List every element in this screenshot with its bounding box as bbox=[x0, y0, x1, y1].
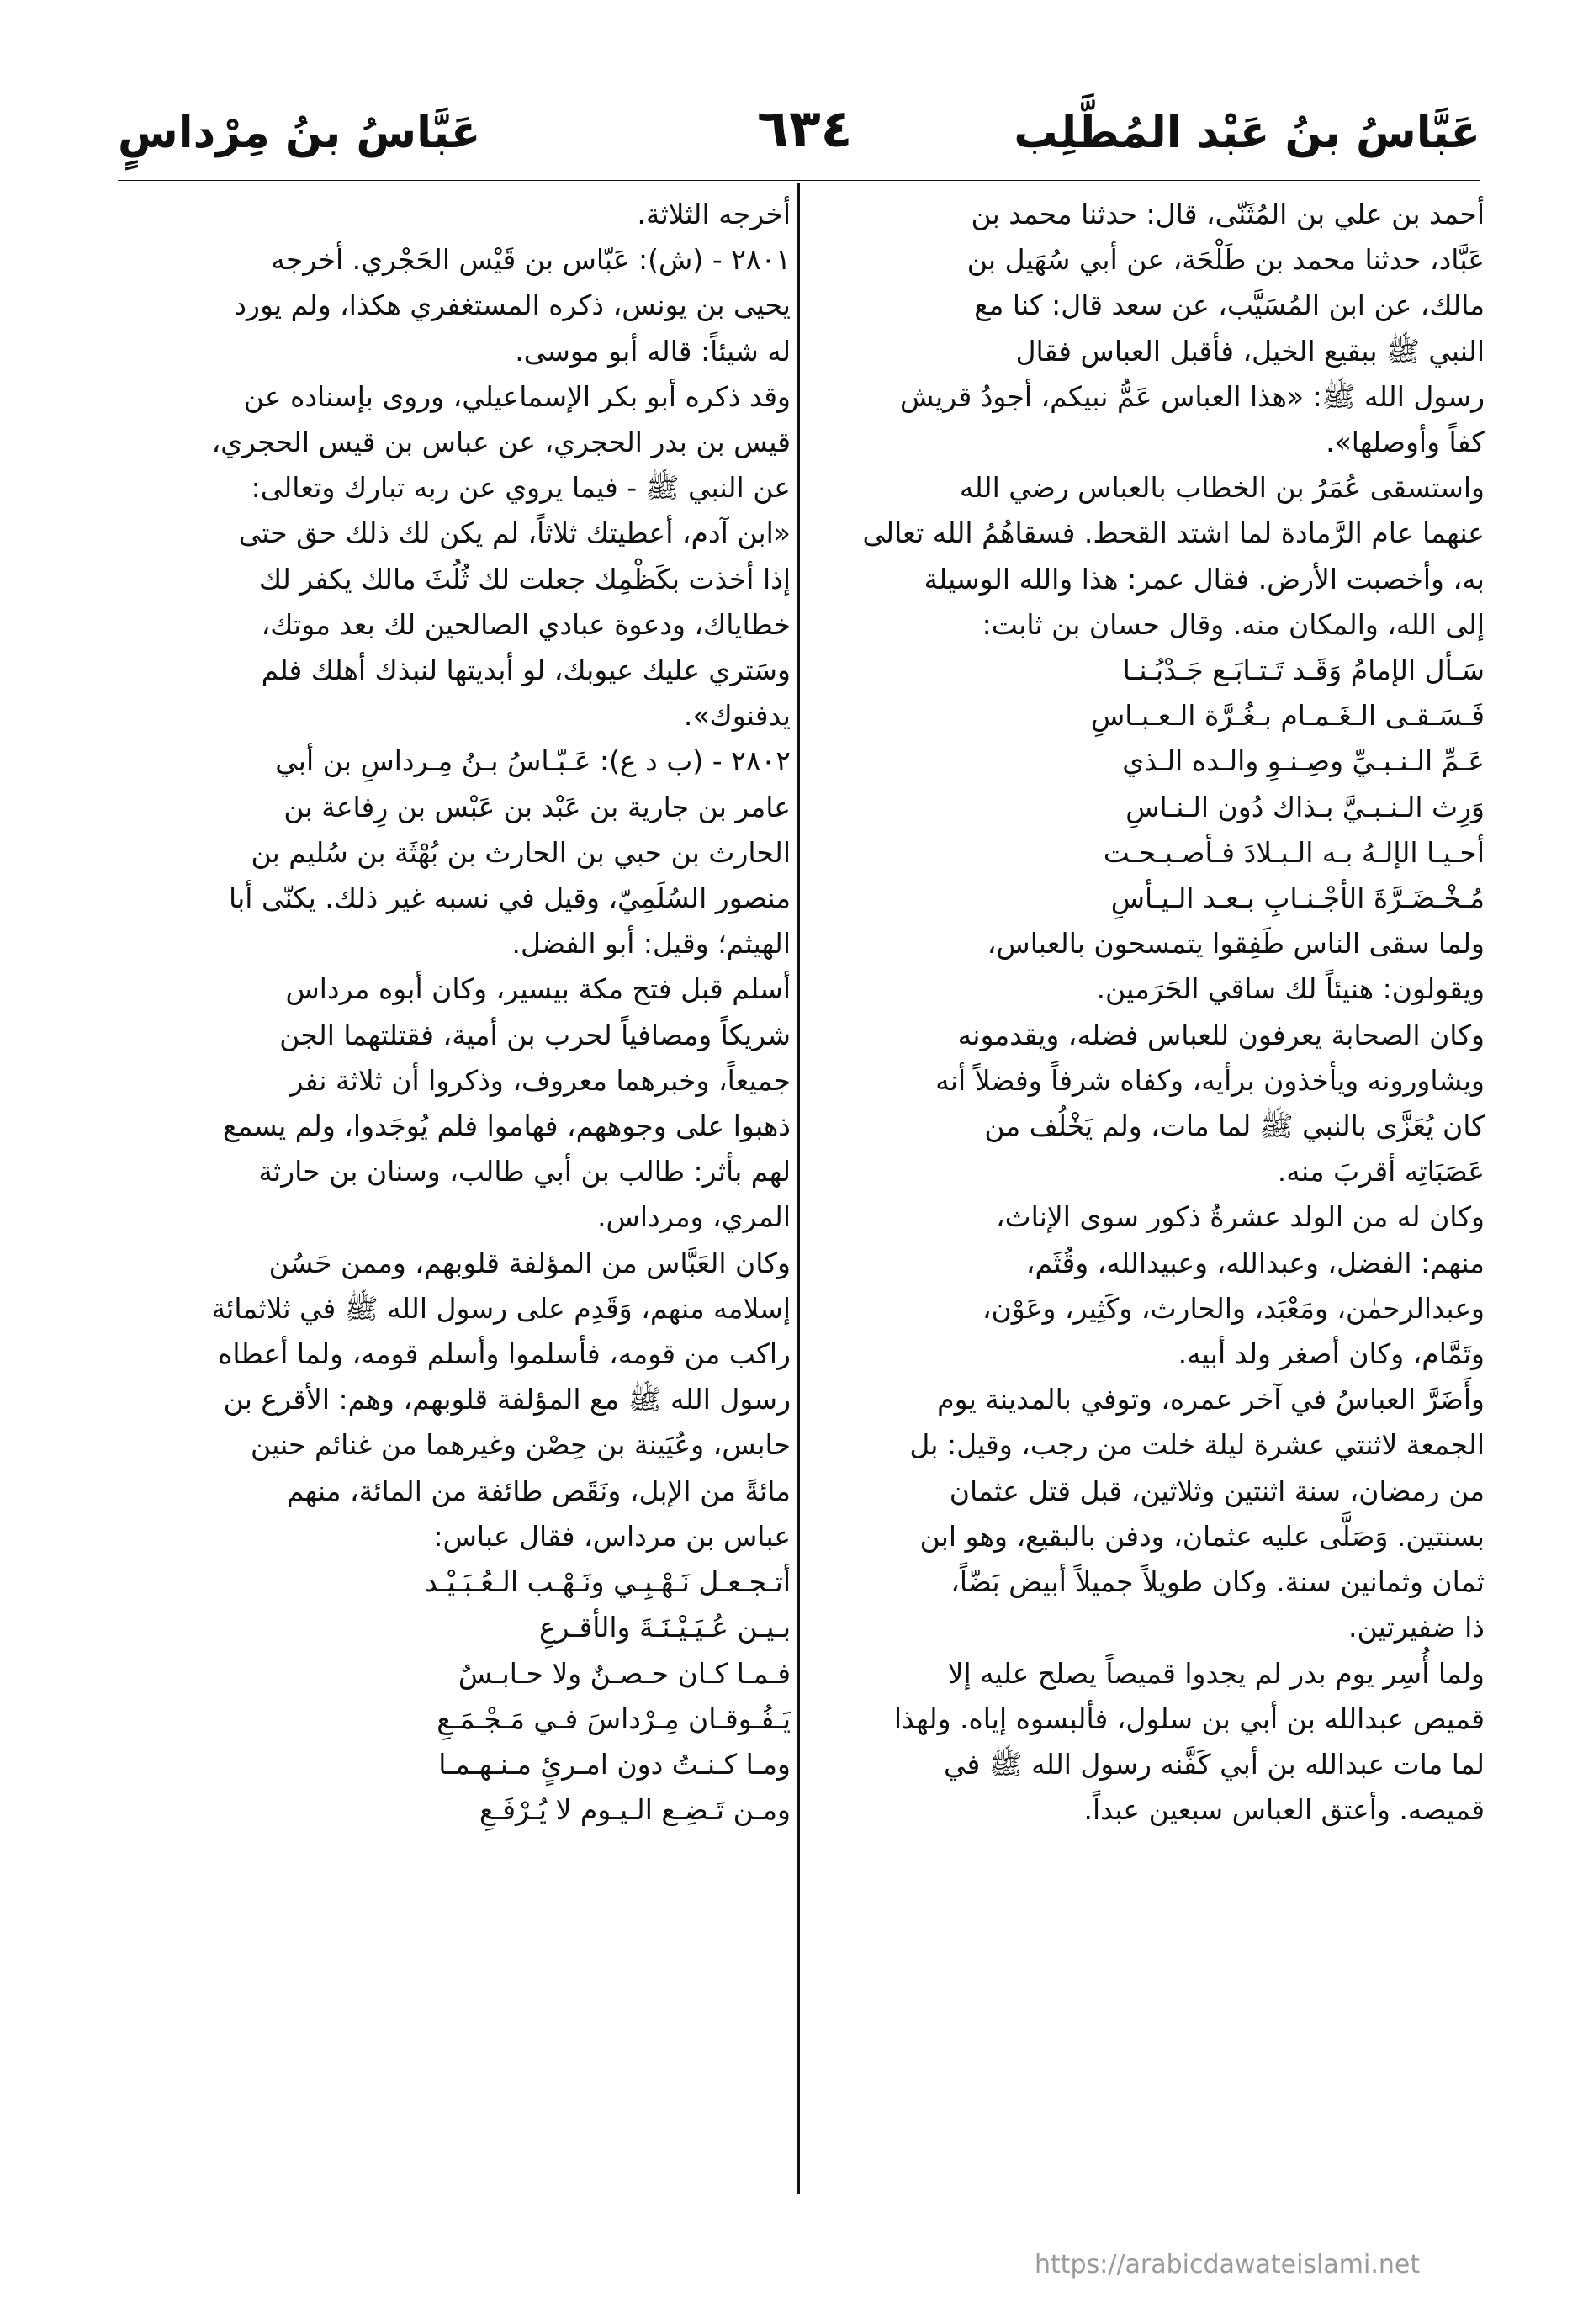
paragraph: ولما أُسِر يوم بدر لم يجدوا قميصاً يصلح عليه إلا قميص عبدالله بن أبي بن سلول، فألبسوه إياه. ولهذا لما مات عبدالله بن أبي كَفَّنه رسول الله ﷺ في قميصه. وأعتق العباس سبعين عبداً. bbox=[893, 1656, 1485, 1827]
paragraph: أحمد بن علي بن المُثَنّى، قال: حدثنا محمد بن عَبَّاد، حدثنا محمد بن طَلْحَة، عن أبي سُهَيل بن مالك، عن ابن المُسَيَّب، عن سعد قال: كنا مع النبي ﷺ ببقيع الخيل، فأقبل العباس فقال رسول الله ﷺ: «هذا العباس عَمُّ نبيكم، أجودُ قريش كفاً وأوصلها». bbox=[899, 198, 1485, 459]
paragraph: وكان الصحابة يعرفون للعباس فضله، ويقدمونه ويشاورونه ويأخذون برأيه، وكفاه شرفاً وفضلاً أنه كان يُعَزَّى بالنبي ﷺ لما مات، ولم يَخْلُف من عَصَبَاتِه أقربَ منه. bbox=[935, 1018, 1485, 1188]
page-number: ٦٣٤ bbox=[757, 98, 853, 159]
header-left-title: عَبَّاسُ بنُ مِرْداسٍ bbox=[118, 108, 481, 158]
left-column bbox=[118, 192, 791, 1833]
paragraph: وكان العَبَّاس من المؤلفة قلوبهم، وممن حَسُن إسلامه منهم، وَقَدِم على رسول الله ﷺ في ثلاثمائة راكب من قومه، فأسلموا وأسلم قومه، ولما أعطاه رسول الله ﷺ مع المؤلفة قلوبهم، وهم: الأقرع بن حابس، وعُيَينة بن حِصْن وغيرهما من غنائم حنين مائةً من الإبل، ونَقَص طائفة من المائة، منهم عباس بن مرداس، فقال عباس: bbox=[211, 1246, 791, 1553]
entry-2801: ٢٨٠١ - (ش): عَبّاس بن قَيْس الحَجْري. أخرجه يحيى بن يونس، ذكره المستغفري هكذا، ولم يورد له شيئاً: قاله أبو موسى. bbox=[234, 243, 791, 368]
paragraph: أخرجه الثلاثة. bbox=[637, 198, 791, 230]
header-right-title: عَبَّاسُ بنُ عَبْد المُطَّلِب bbox=[1014, 108, 1480, 158]
poem: أتـجـعـل نَـهْـبِـي ونَـهْـب الـعُـبَـيْـد بـيـن عُـيَـيْـنَـةَ والأقـرعِ فـمـا كـان حـصـنٌ ولا حـابـسٌ يَـفُـوقـان مِـرْداسَ فـي مَـجْـمَـعِ ومـا كـنـتُ دون امـرئٍ مـنـهـمـا ومـن تَـضِـع الـيـوم لا يُـرْفَـعِ bbox=[424, 1565, 791, 1827]
paragraph: وقد ذكره أبو بكر الإسماعيلي، وروى بإسناده عن قيس بن بدر الحجري، عن عباس بن قيس الحجري، عن النبي ﷺ - فيما يروي عن ربه تبارك وتعالى: «ابن آدم، أعطيتك ثلاثاً، لم يكن لك ذلك حق حتى إذا أخذت بكَظْمِك جعلت لك ثُلُثَ مالك يكفر لك خطاياك، ودعوة عبادي الصالحين لك بعد موتك، وسَتري عليك عيوبك، لو أبديتها لنبذك أهلك فلم يدفنوك». bbox=[211, 379, 791, 733]
running-header bbox=[118, 91, 1480, 183]
entry-2802: ٢٨٠٢ - (ب د ع): عَـبّـاسُ بـنُ مِـرداسِ بن أبي عامر بن جارية بن عَبْد بن عَبْس بن رِفاعة بن الحارث بن حبي بن الحارث بن بُهْثَة بن سُليم بن منصور السُلَمِيّ، وقيل في نسبه غير ذلك. يكنّى أبا الهيثم؛ وقيل: أبو الفضل. bbox=[229, 744, 791, 961]
paragraph: أسلم قبل فتح مكة بيسير، وكان أبوه مرداس شريكاً ومصافياً لحرب بن أمية، فقتلتهما الجن جميعاً، وخبرهما معروف، وذكروا أن ثلاثة نفر ذهبوا على وجوههم، فهاموا فلم يُوجَدوا، ولم يسمع لهم بأثر: طالب بن أبي طالب، وسنان بن حارثة المري، ومرداس. bbox=[223, 972, 791, 1234]
column-divider bbox=[797, 183, 800, 2194]
paragraph: واستسقى عُمَرُ بن الخطاب بالعباس رضي الله عنهما عام الرَّمادة لما اشتد القحط. فسقاهُمُ الله تعالى به، وأخصبت الأرض. فقال عمر: هذا والله الوسيلة إلى الله، والمكان منه. وقال حسان بن ثابت: bbox=[862, 471, 1485, 641]
right-column bbox=[816, 192, 1485, 1833]
paragraph: وكان له من الولد عشرةُ ذكور سوى الإناث، منهم: الفضل، وعبدالله، وعبيدالله، وقُثَم، وعبدالرحمٰن، ومَعْبَد، والحارث، وكَثِير، وعَوْن، وتَمَّام، وكان أصغر ولد أبيه. bbox=[982, 1200, 1485, 1371]
paragraph: ولما سقى الناس طَفِقوا يتمسحون بالعباس، ويقولون: هنيئاً لك ساقي الحَرَمين. bbox=[987, 927, 1485, 1006]
paragraph: وأَضَرَّ العباسُ في آخر عمره، وتوفي بالمدينة يوم الجمعة لاثنتي عشرة ليلة خلت من رجب، وقيل: بل من رمضان، سنة اثنتين وثلاثين، قبل قتل عثمان بسنتين. وَصَلَّى عليه عثمان، ودفن بالبقيع، وهو ابن ثمان وثمانين سنة. وكان طويلاً جميلاً أبيض بَضّاً، ذا ضفيرتين. bbox=[909, 1383, 1485, 1644]
poem: سَـأل الإمامُ وَقَـد تَـتـابَـع جَـدْبُـنـا فَـسَـقـى الـغَـمـام بـغُـرَّة الـعـبـاسِ عَـمِّ الـنـبـيِّ وصِـنـوِ والـده الـذي وَرِث الـنـبـيَّ بـذاك دُون الـنـاسِ أحـيـا الإلـهُ بـه الـبـلادَ فـأصـبـحـت مُـخْـضَـرَّةَ الأجْـنـابِ بـعـد الـيـأسِ bbox=[1091, 654, 1485, 915]
watermark: https://arabicdawateislami.net bbox=[1035, 2250, 1421, 2279]
